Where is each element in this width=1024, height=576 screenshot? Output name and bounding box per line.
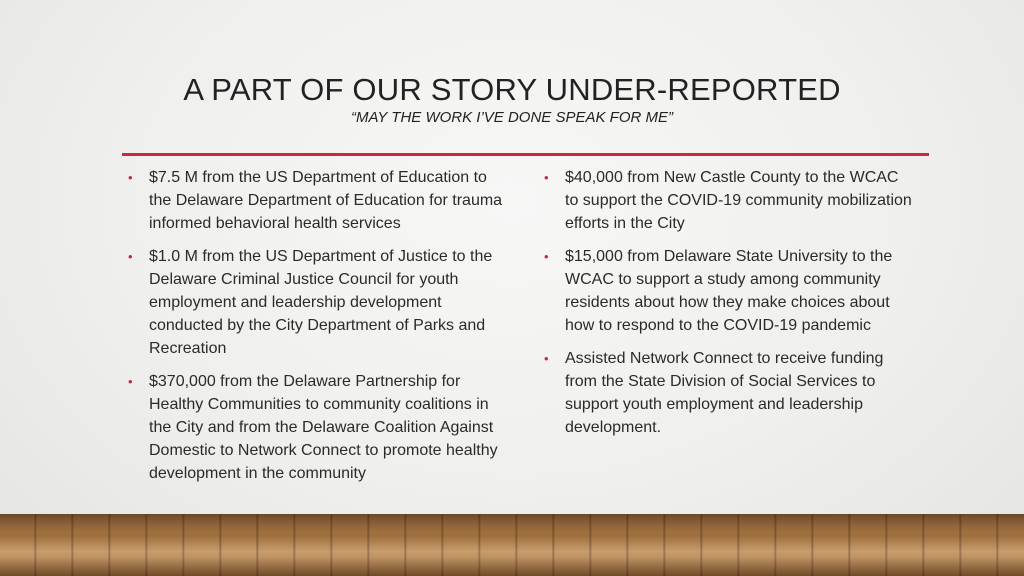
wood-floor-decoration <box>0 514 1024 576</box>
list-item <box>128 370 503 485</box>
list-item-text: $1.0 M from the US Department of Justice to the Delaware Criminal Justice Council for youth employment and leadership development conducted by the City Department of Parks and Recreation <box>149 248 493 357</box>
slide-title: A PART OF OUR STORY UNDER-REPORTED <box>183 72 841 107</box>
bullet-icon: • <box>544 351 549 366</box>
list-item <box>128 245 503 360</box>
bullet-icon: • <box>544 249 549 264</box>
right-bullet-list <box>544 166 914 449</box>
list-item-text: $15,000 from Delaware State University to the WCAC to support a study among community residents about how they make choices about how to respond to the COVID-19 pandemic <box>565 248 893 334</box>
bullet-icon: • <box>128 249 133 264</box>
list-item <box>544 347 914 439</box>
list-item-text: Assisted Network Connect to receive funding from the State Division of Social Services to support youth employment and leadership development. <box>565 350 884 436</box>
slide-subtitle: “MAY THE WORK I’VE DONE SPEAK FOR ME” <box>351 109 673 126</box>
left-bullet-list <box>128 166 503 495</box>
list-item <box>544 245 914 337</box>
accent-divider <box>122 153 929 156</box>
list-item-text: $370,000 from the Delaware Partnership for Healthy Communities to community coalitions in the City and from the Delaware Coalition Against Domestic to Network Connect to promote healthy development in the community <box>149 373 498 482</box>
bullet-icon: • <box>128 170 133 185</box>
list-item <box>128 166 503 235</box>
bullet-icon: • <box>128 374 133 389</box>
bullet-icon: • <box>544 170 549 185</box>
list-item-text: $7.5 M from the US Department of Education to the Delaware Department of Education for trauma informed behavioral health services <box>149 169 503 232</box>
floor-shading <box>0 514 1024 576</box>
list-item-text: $40,000 from New Castle County to the WCAC to support the COVID-19 community mobilization efforts in the City <box>565 169 912 232</box>
list-item <box>544 166 914 235</box>
